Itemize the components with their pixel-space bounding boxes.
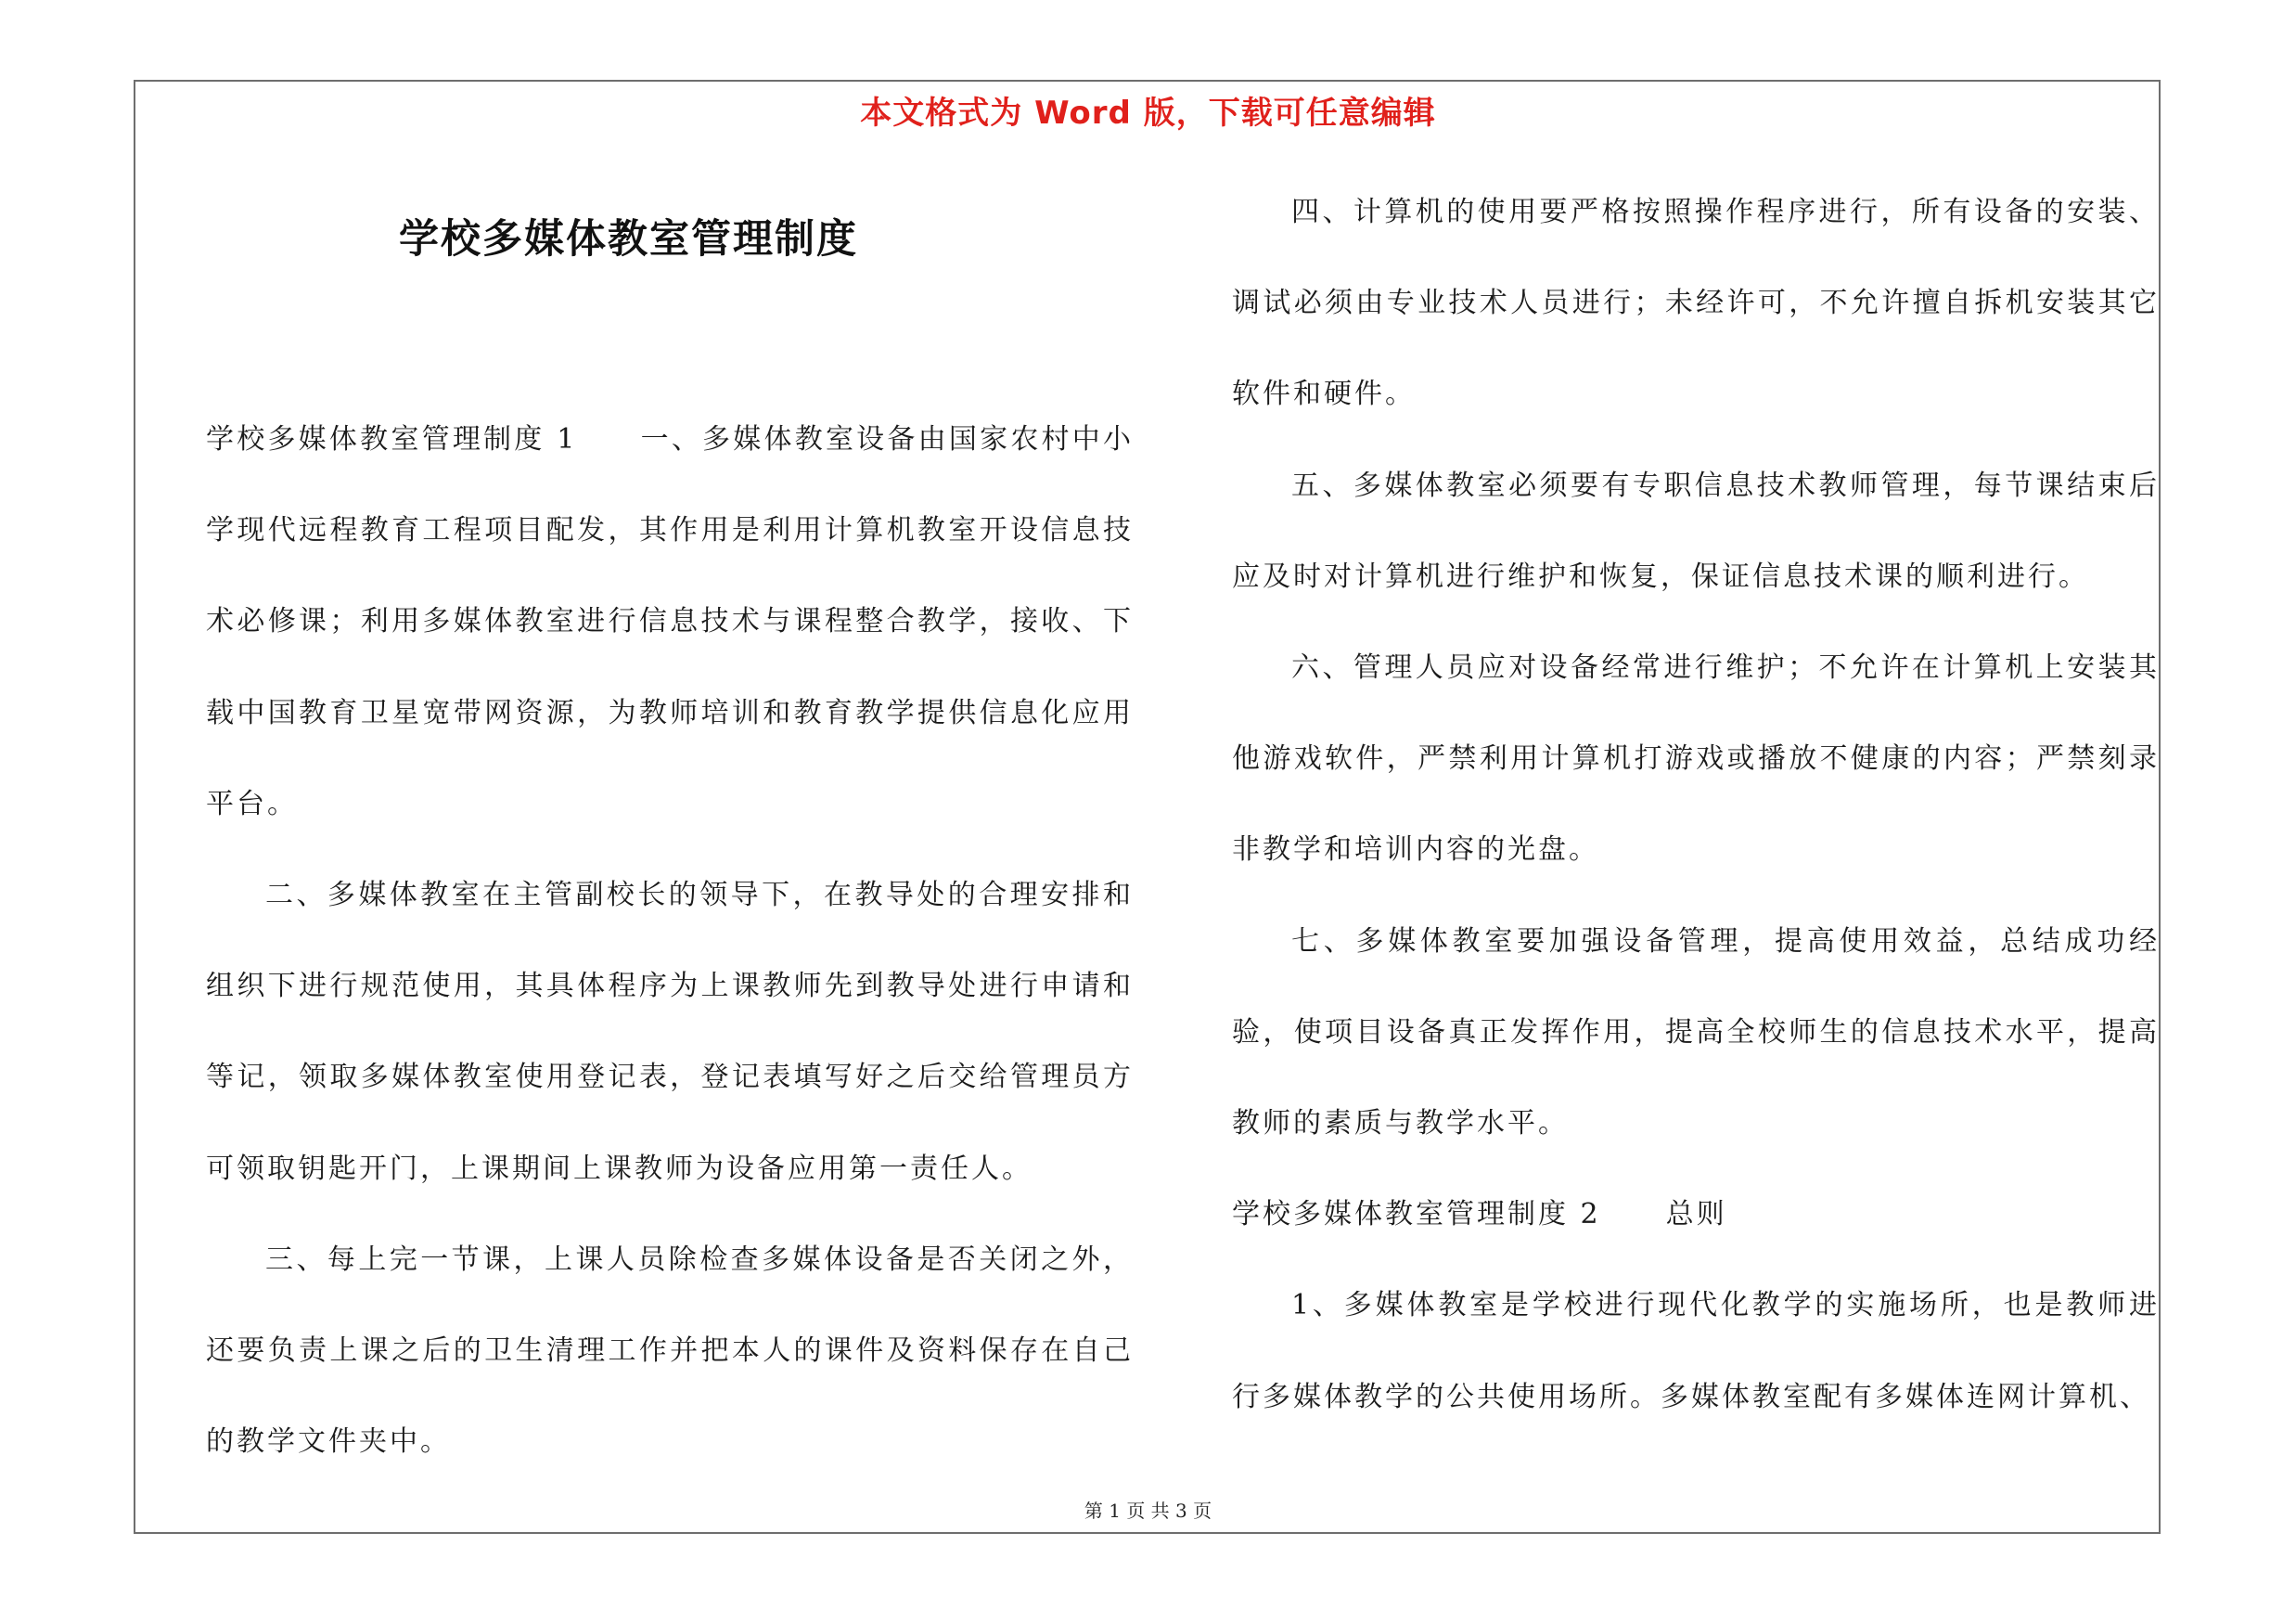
paragraph-1: 一、多媒体教室设备由国家农村中小学现代远程教育工程项目配发，其作用是利用计算机教室开设信息技术必修课；利用多媒体教室进行信息技术与课程整合教学，接收、下载中国教育卫星宽带网资源，为教师培训和教育教学提供信息化应用平台。: [206, 423, 1135, 820]
paragraph-5: 五、多媒体教室必须要有专职信息技术教师管理，每节课结束后应及时对计算机进行维护和恢复，保证信息技术课的顺利进行。: [1232, 469, 2160, 593]
paragraph-2: 二、多媒体教室在主管副校长的领导下，在教导处的合理安排和组织下进行规范使用，其具体程序为上课教师先到教导处进行申请和等记，领取多媒体教室使用登记表，登记表填写好之后交给管理员方可领取钥匙开门，上课期间上课教师为设备应用第一责任人。: [206, 879, 1134, 1185]
paragraph-3: 三、每上完一节课，上课人员除检查多媒体设备是否关闭之外，还要负责上课之后的卫生清理工作并把本人的课件及资料保存在自己的教学文件夹中。: [206, 1243, 1134, 1459]
section-2-heading: 学校多媒体教室管理制度 2: [1232, 1198, 1601, 1231]
section-2-heading-line: [1232, 1169, 2160, 1260]
left-column: [206, 394, 1134, 1488]
section-1-heading: 学校多媒体教室管理制度 1: [206, 423, 578, 456]
format-banner: 本文格式为 Word 版，下载可任意编辑: [860, 95, 1436, 132]
right-column: [1232, 167, 2160, 1443]
page-footer: 第 1 页 共 3 页: [1084, 1500, 1212, 1522]
paragraph-8: 1、多媒体教室是学校进行现代化教学的实施场所，也是教师进行多媒体教学的公共使用场所。多媒体教室配有多媒体连网计算机、: [1232, 1289, 2160, 1413]
document-title: 学校多媒体教室管理制度: [399, 216, 858, 263]
paragraph-6: 六、管理人员应对设备经常进行维护；不允许在计算机上安装其他游戏软件，严禁利用计算机打游戏或播放不健康的内容；严禁刻录非教学和培训内容的光盘。: [1232, 651, 2160, 867]
paragraph-7: 七、多媒体教室要加强设备管理，提高使用效益，总结成功经验，使项目设备真正发挥作用，提高全校师生的信息技术水平，提高教师的素质与教学水平。: [1232, 924, 2160, 1140]
section-2-subheading: 总则: [1665, 1198, 1727, 1231]
paragraph-4: 四、计算机的使用要严格按照操作程序进行，所有设备的安装、调试必须由专业技术人员进行；未经许可，不允许擅自拆机安装其它软件和硬件。: [1232, 196, 2160, 411]
section-1-intro-paragraph: [206, 394, 1134, 850]
